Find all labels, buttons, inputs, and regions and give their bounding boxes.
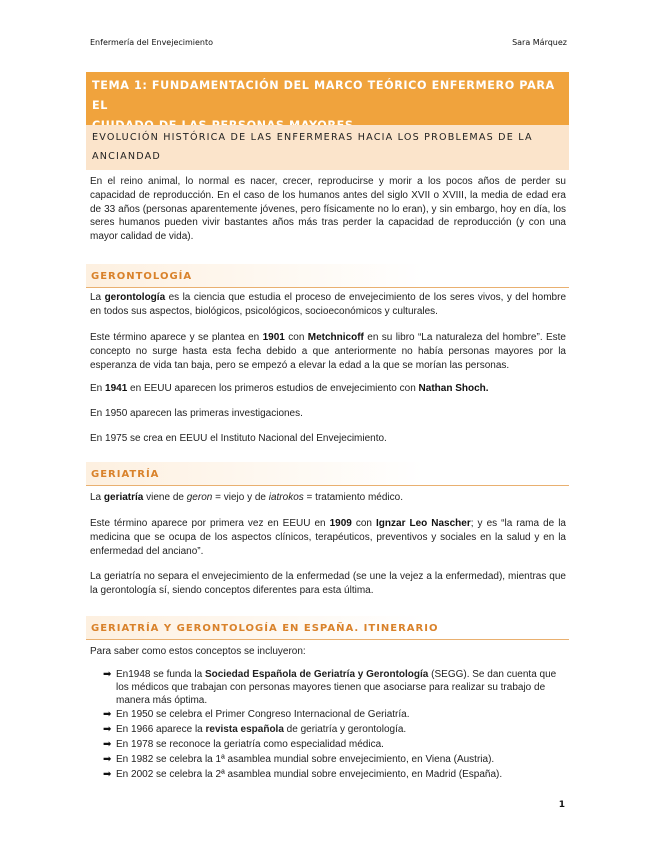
- list-item: [90, 769, 566, 782]
- list-item: [90, 669, 566, 707]
- year-1941: 1941: [105, 383, 128, 394]
- text: La: [90, 292, 105, 303]
- arrow-icon: ➡: [103, 768, 112, 780]
- text: = viejo y de: [212, 492, 269, 503]
- text: = tratamiento médico.: [303, 492, 403, 503]
- arrow-icon: ➡: [103, 753, 112, 765]
- itinerary-list: [90, 669, 566, 783]
- text: en EEUU aparecen los primeros estudios de envejecimiento con: [127, 383, 419, 394]
- text: de geriatría y gerontología.: [283, 724, 407, 736]
- year-1909: 1909: [329, 518, 352, 529]
- section-subtitle: [86, 125, 569, 170]
- text: es la ciencia que estudia el proceso de envejecimiento de los seres vivos, y del hombre en todos sus aspectos, biológicos, psicológicos, socioeconómicos y culturales.: [90, 292, 567, 317]
- arrow-icon: ➡: [103, 738, 112, 750]
- text: ; y es “la rama de la medicina que se ocupa de los aspectos clínicos, terapéuticos, preventivos y sociales en la salud y en la enfermedad del anciano”.: [90, 518, 566, 557]
- text: En 1978 se reconoce la geriatría como especialidad médica.: [116, 738, 384, 750]
- text: con: [284, 332, 308, 343]
- text: Este término aparece por primera vez en EEUU en: [90, 518, 330, 529]
- gerontologia-1975: En 1975 se crea en EEUU el Instituto Nacional del Envejecimiento.: [90, 433, 387, 444]
- text: (SEGG). Se dan cuenta que los médicos que trabajan con personas mayores tienen que asociarse para realizar su trabajo de manera más óptima.: [116, 669, 557, 706]
- intro-paragraph: En el reino animal, lo normal es nacer, crecer, reproducirse y morir a los pocos años de perder su capacidad de reproducción. En el caso de los humanos antes del siglo XVII o XVIII, la media de edad era de 33 años (personas aparentemente jóvenes, pero físicamente no lo eran), y sin embargo, hoy en día, los seres humanos pueden vivir bastantes años más tras perder la capacidad de reproducción (y con una mayor calidad de vida).: [90, 176, 566, 243]
- geriatria-origin: [90, 517, 566, 558]
- page-number: 1: [558, 800, 565, 810]
- text: En 1950 se celebra el Primer Congreso Internacional de Geriatría.: [116, 709, 410, 721]
- geriatria-vs-gerontologia: La geriatría no separa el envejecimiento de la enfermedad (se une la vejez a la enfermedad), mientras que la gerontología sí, siendo conceptos diferentes para esta última.: [90, 571, 566, 596]
- text: En: [90, 383, 106, 394]
- word-iatrokos: iatrokos: [268, 492, 304, 503]
- text: viene de: [143, 492, 187, 503]
- text: En 1966 aparece la: [116, 724, 206, 736]
- espana-heading: [86, 616, 569, 640]
- term-geriatria: geriatría: [103, 492, 144, 503]
- name-nathan-shoch: Nathan Shoch.: [418, 383, 489, 394]
- word-geron: geron: [186, 492, 213, 503]
- running-header-left: Enfermería del Envejecimiento: [90, 38, 214, 47]
- text: En 1982 se celebra la 1ª asamblea mundial sobre envejecimiento, en Viena (Austria).: [116, 753, 495, 765]
- geriatria-heading-text: GERIATRÍA: [91, 469, 160, 480]
- gerontologia-1950: En 1950 aparecen las primeras investigaciones.: [90, 408, 303, 419]
- text: En 2002 se celebra la 2ª asamblea mundial sobre envejecimiento, en Madrid (España).: [116, 768, 503, 780]
- revista-espanola: revista española: [205, 724, 284, 736]
- section-subtitle-line-1: EVOLUCIÓN HISTÓRICA DE LAS ENFERMERAS HACIA LOS PROBLEMAS DE LA: [92, 132, 533, 143]
- year-1901: 1901: [262, 332, 285, 343]
- arrow-icon: ➡: [103, 669, 112, 680]
- geriatria-etymology: [90, 491, 566, 505]
- text: La: [90, 492, 104, 503]
- list-item: [90, 754, 566, 767]
- name-metchnicoff: Metchnicoff: [307, 332, 364, 343]
- gerontologia-origin: [90, 331, 566, 372]
- arrow-icon: ➡: [103, 709, 112, 721]
- geriatria-heading: [86, 462, 569, 486]
- section-subtitle-line-2: ANCIANDAD: [92, 151, 161, 162]
- name-nascher: Ignzar Leo Nascher: [376, 518, 471, 529]
- arrow-icon: ➡: [103, 724, 112, 736]
- text: con: [351, 518, 377, 529]
- text: Este término aparece y se plantea en: [90, 332, 263, 343]
- espana-intro: Para saber como estos conceptos se incluyeron:: [90, 646, 306, 657]
- gerontologia-definition: [90, 291, 566, 319]
- org-segg: Sociedad Española de Geriatría y Gerontología: [204, 669, 429, 680]
- gerontologia-1941: [90, 382, 566, 396]
- list-item: [90, 739, 566, 752]
- running-header-right: Sara Márquez: [512, 38, 567, 47]
- term-gerontologia: gerontología: [104, 292, 166, 303]
- list-item: [90, 709, 566, 722]
- chapter-title-line-1: TEMA 1: FUNDAMENTACIÓN DEL MARCO TEÓRICO ENFERMERO PARA EL: [92, 79, 555, 112]
- list-item: [90, 724, 566, 737]
- gerontologia-heading: [86, 264, 569, 288]
- text: en su libro “La naturaleza del hombre”. Este concepto no surge hasta esta fecha debido a que anteriormente no había personas mayores por la esperanza de vida tan baja, pero se empezó a elevar la edad a la que se morían las personas.: [90, 332, 566, 371]
- espana-heading-text: GERIATRÍA Y GERONTOLOGÍA EN ESPAÑA. ITINERARIO: [91, 623, 439, 634]
- text: En1948 se funda la: [116, 669, 205, 680]
- gerontologia-heading-text: GERONTOLOGÍA: [91, 271, 193, 282]
